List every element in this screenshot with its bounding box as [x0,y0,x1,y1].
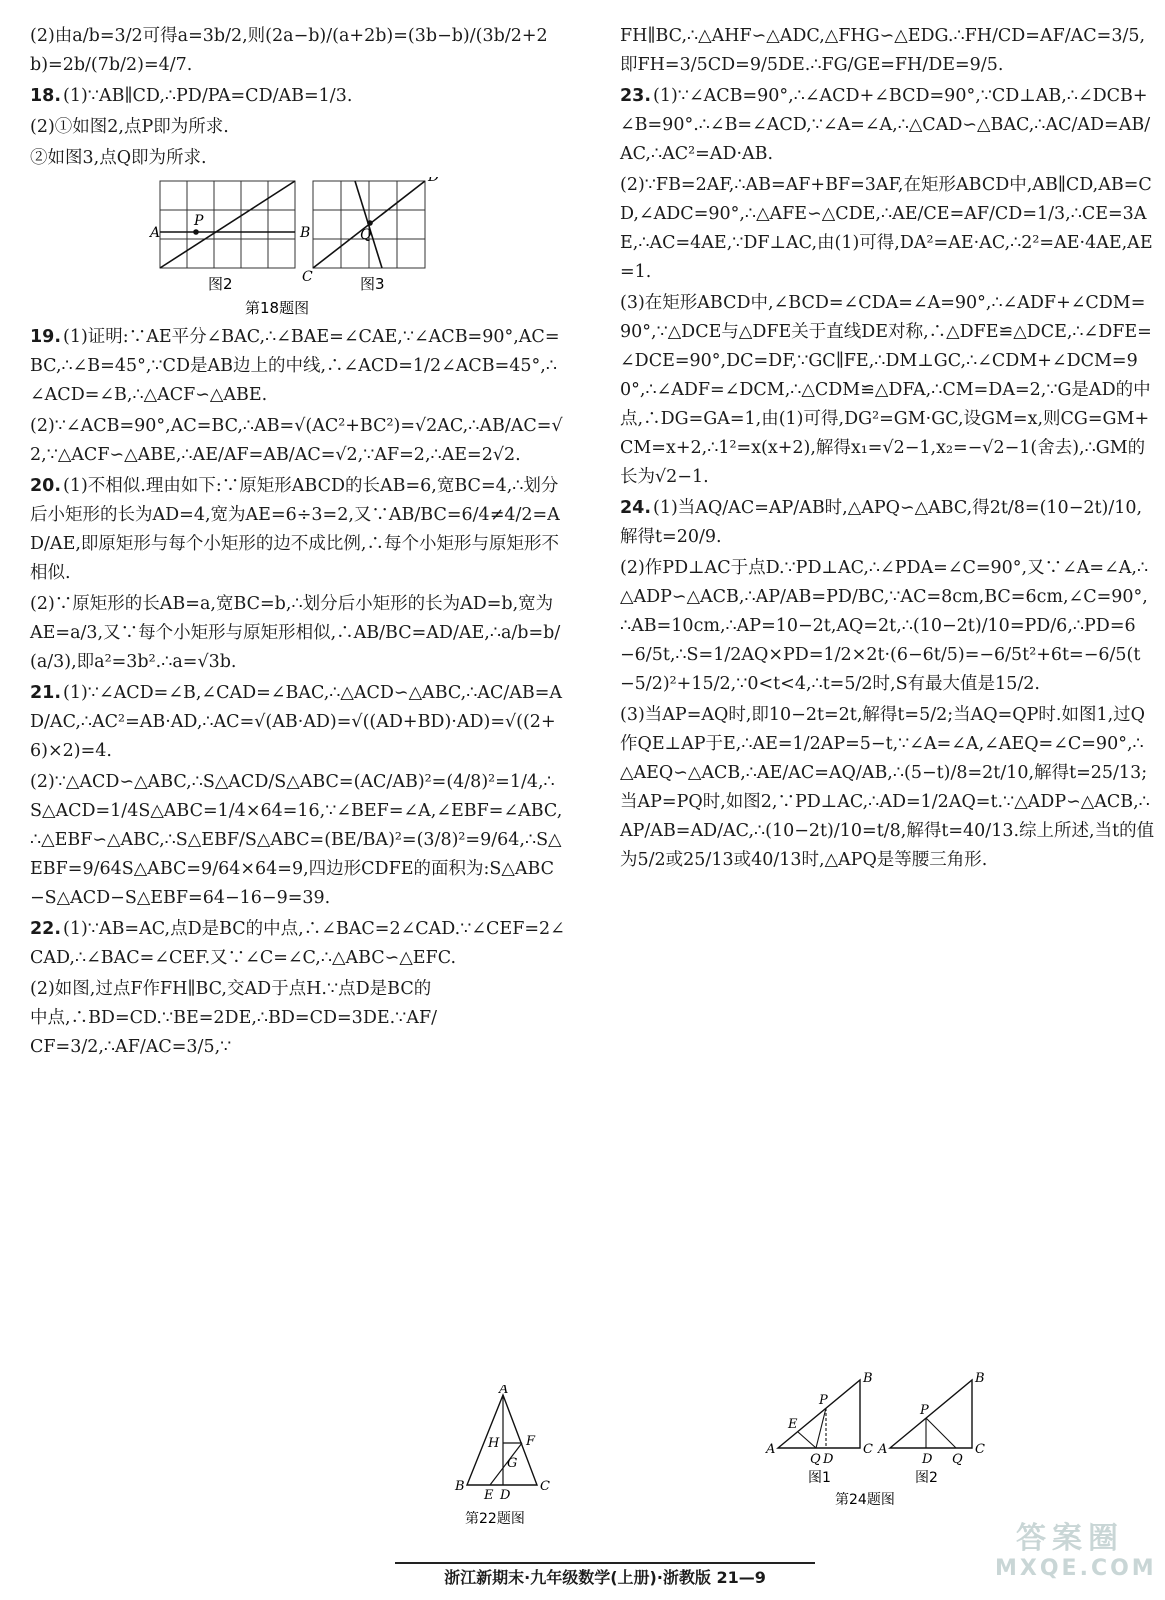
fig24-2-label-b: B [975,1371,985,1386]
fig24-2-label-d: D [922,1452,933,1467]
figure-22 [445,1385,565,1535]
right-column [620,22,1155,877]
q24-number: 24. [620,498,652,518]
fig24-1-label-d: D [823,1452,834,1467]
figure-22-svg [445,1385,565,1535]
q24-part2: (2)作PD⊥AC于点D.∵PD⊥AC,∴∠PDA=∠C=90°,又∵∠A=∠A,∴△ADP∽△ACB,∴AP/AB=PD/BC,∵AC=8cm,BC=6cm,∠C=90°,∴AB=10cm,∴AP=10−2t,AQ=2t,∴(10−2t)/10=PD/6,∴PD=6−6/5t,∴S=1/2AQ×PD=1/2×2t·(6−6t/5)=−6/5t²+6t=−6/5(t−5/2)²+15/2,∵0<t<4,∴t=5/2时,S有最大值是15/2. [620,558,1149,694]
q21-part1 [30,679,565,766]
q22-part2: (2)如图,过点F作FH∥BC,交AD于点H.∵点D是BC的中点,∴BD=CD.∵BE=2DE,∴BD=CD=3DE.∵AF/CF=3/2,∴AF/AC=3/5,∵ [30,979,437,1057]
q22-part2-block [30,975,565,1062]
q22-part1-text: (1)∵AB=AC,点D是BC的中点,∴∠BAC=2∠CAD.∵∠CEF=2∠CAD,∴∠BAC=∠CEF.又∵∠C=∠C,∴△ABC∽△EFC. [30,919,565,968]
q17-part2: (2)由a/b=3/2可得a=3b/2,则(2a−b)/(a+2b)=(3b−b)/(3b/2+2b)=2b/(7b/2)=4/7. [30,26,548,75]
fig24-1-label-e: E [788,1417,798,1432]
q18-part2a: (2)①如图2,点P即为所求. [30,117,229,137]
watermark-line1: 答案圈 [1016,1521,1124,1556]
q23-part1-text: (1)∵∠ACB=90°,∴∠ACD+∠BCD=90°,∵CD⊥AB,∴∠DCB+∠B=90°.∴∠B=∠ACD,∵∠A=∠A,∴△CAD∽△BAC,∴AC/AD=AB/AC,∴AC²=AD·AB. [620,86,1151,164]
figure-18-svg [30,177,565,317]
q22-continued: FH∥BC,∴△AHF∽△ADC,△FHG∽△EDG.∴FH/CD=AF/AC=3/5,即FH=3/5CD=9/5DE.∴FG/GE=FH/DE=9/5. [620,26,1146,75]
fig22-label-c: C [540,1479,550,1494]
q19-part1 [30,323,565,410]
fig18-label-q: Q [360,227,372,243]
q18-part1 [30,82,565,111]
q18-part2b: ②如图3,点Q即为所求. [30,148,207,168]
fig24-2-label-a: A [878,1442,888,1457]
q24-part1 [620,494,1155,552]
fig24-1-label-c: C [863,1442,873,1457]
fig24-title: 第24题图 [835,1492,895,1508]
q18-number: 18. [30,86,62,106]
fig18-label-p: P [194,213,204,229]
q19-number: 19. [30,327,62,347]
watermark-line2: MXQE.COM [995,1556,1157,1581]
q24-part1-text: (1)当AQ/AC=AP/AB时,△APQ∽△ABC,得2t/8=(10−2t)/10,解得t=20/9. [620,498,1143,547]
fig22-label-b: B [455,1479,465,1494]
page-footer: 浙江新期末·九年级数学(上册)·浙教版 21—9 [395,1562,815,1594]
fig18-label-b: B [300,225,311,241]
q21-number: 21. [30,683,62,703]
fig22-label-a: A [499,1385,509,1397]
fig24-2-label-c: C [975,1442,985,1457]
q20-part1-text: (1)不相似.理由如下:∵原矩形ABCD的长AB=6,宽BC=4,∴划分后小矩形的长为AD=4,宽为AE=6÷3=2,又∵AB/BC=6/4≠4/2=AD/AE,即原矩形与每个小矩形的边不成比例,∴每个小矩形与原矩形不相似. [30,476,560,583]
q21-part2: (2)∵△ACD∽△ABC,∴S△ACD/S△ABC=(AC/AB)²=(4/8)²=1/4,∴S△ACD=1/4S△ABC=1/4×64=16,∵∠BEF=∠A,∠EBF=∠ABC,∴△EBF∽△ABC,∴S△EBF/S△ABC=(BE/BA)²=(3/8)²=9/64,∴S△EBF=9/64S△ABC=9/64×64=9,四边形CDFE的面积为:S△ABC−S△ACD−S△EBF=64−16−9=39. [30,772,563,908]
figure-18-point-p [193,229,199,235]
fig24-2-label-q: Q [952,1452,963,1467]
q22-part1 [30,915,565,973]
fig22-label-h: H [488,1436,500,1451]
fig24-1-label-p: P [819,1393,828,1408]
q22-number: 22. [30,919,62,939]
fig18-title: 第18题图 [245,299,310,317]
q23-part2: (2)∵FB=2AF,∴AB=AF+BF=3AF,在矩形ABCD中,AB∥CD,AB=CD,∠ADC=90°,∴△AFE∽△CDE,∴AE/CE=AF/CD=1/3,∴CE=3AE,∴AC=4AE,∵DF⊥AC,由(1)可得,DA²=AE·AC,∴2²=AE·4AE,AE=1. [620,175,1153,282]
fig24-1-label-b: B [863,1371,873,1386]
fig24-1-label-q: Q [810,1452,821,1467]
fig18-label-c: C [302,269,313,285]
fig18-caption3: 图3 [360,275,385,293]
fig24-caption1: 图1 [808,1470,831,1486]
figure-24 [760,1370,1000,1510]
fig18-label-d: D [428,177,440,185]
fig24-1-label-a: A [766,1442,776,1457]
q23-part3: (3)在矩形ABCD中,∠BCD=∠CDA=∠A=90°,∴∠ADF+∠CDM=90°,∵△DCE与△DFE关于直线DE对称,∴△DFE≌△DCE,∴∠DFE=∠DCE=90°,DC=DF,∵GC∥FE,∴DM⊥GC,∴∠CDM+∠DCM=90°,∴∠ADF=∠DCM,∴△CDM≌△DFA,∴CM=DA=2,∵G是AD的中点,∴DG=GA=1,由(1)可得,DG²=GM·GC,设GM=x,则CG=GM+CM=x+2,∴1²=x(x+2),解得x₁=√2−1,x₂=−√2−1(舍去),∴GM的长为√2−1. [620,293,1152,487]
fig18-label-a: A [150,225,161,241]
fig22-title: 第22题图 [465,1511,525,1527]
q24-part3: (3)当AP=AQ时,即10−2t=2t,解得t=5/2;当AQ=QP时.如图1,过Q作QE⊥AP于E,∴AE=1/2AP=5−t,∵∠A=∠A,∠AEQ=∠C=90°,∴△AEQ∽△ACB,∴AE/AC=AQ/AB,∴(5−t)/8=2t/10,解得t=25/13;当AP=PQ时,如图2,∵PD⊥AC,∴AD=1/2AQ=t.∵△ADP∽△ACB,∴AP/AB=AD/AC,∴(10−2t)/10=t/8,解得t=40/13.综上所述,当t的值为5/2或25/13或40/13时,△APQ是等腰三角形. [620,705,1155,870]
fig18-caption2: 图2 [208,275,233,293]
figure-18-line-diag2 [160,181,295,268]
q20-part1 [30,472,565,588]
figure-18 [30,177,565,317]
fig24-2-label-p: P [920,1403,929,1418]
fig22-label-g: G [507,1456,518,1471]
q19-part1-text: (1)证明:∵AE平分∠BAC,∴∠BAE=∠CAE,∵∠ACB=90°,AC=BC,∴∠B=45°,∵CD是AB边上的中线,∴∠ACD=1/2∠ACB=45°,∴∠ACD=∠B,∴△ACF∽△ABE. [30,327,560,405]
left-column [30,22,565,1064]
watermark-logo [995,1521,1157,1592]
figure-18-point-q [367,220,373,226]
q21-part1-text: (1)∵∠ACD=∠B,∠CAD=∠BAC,∴△ACD∽△ABC,∴AC/AB=AD/AC,∴AC²=AB·AD,∴AC=√(AB·AD)=√((AD+BD)·AD)=√((2+6)×2)=4. [30,683,563,761]
q20-part2: (2)∵原矩形的长AB=a,宽BC=b,∴划分后小矩形的长为AD=b,宽为AE=a/3,又∵每个小矩形与原矩形相似,∴AB/BC=AD/AE,∴a/b=b/(a/3),即a²=3b².∴a=√3b. [30,594,561,672]
figure-24-svg [760,1370,1000,1510]
q20-number: 20. [30,476,62,496]
q19-part2: (2)∵∠ACB=90°,AC=BC,∴AB=√(AC²+BC²)=√2AC,∴AB/AC=√2,∵△ACF∽△ABE,∴AE/AF=AB/AC=√2,∵AF=2,∴AE=2√2. [30,416,563,465]
fig22-label-e: E [484,1488,494,1503]
fig24-caption2: 图2 [915,1470,938,1486]
q23-number: 23. [620,86,652,106]
fig22-label-d: D [500,1488,511,1503]
q23-part1 [620,82,1155,169]
q18-part1-text: (1)∵AB∥CD,∴PD/PA=CD/AB=1/3. [63,86,353,106]
fig22-label-f: F [526,1434,536,1449]
